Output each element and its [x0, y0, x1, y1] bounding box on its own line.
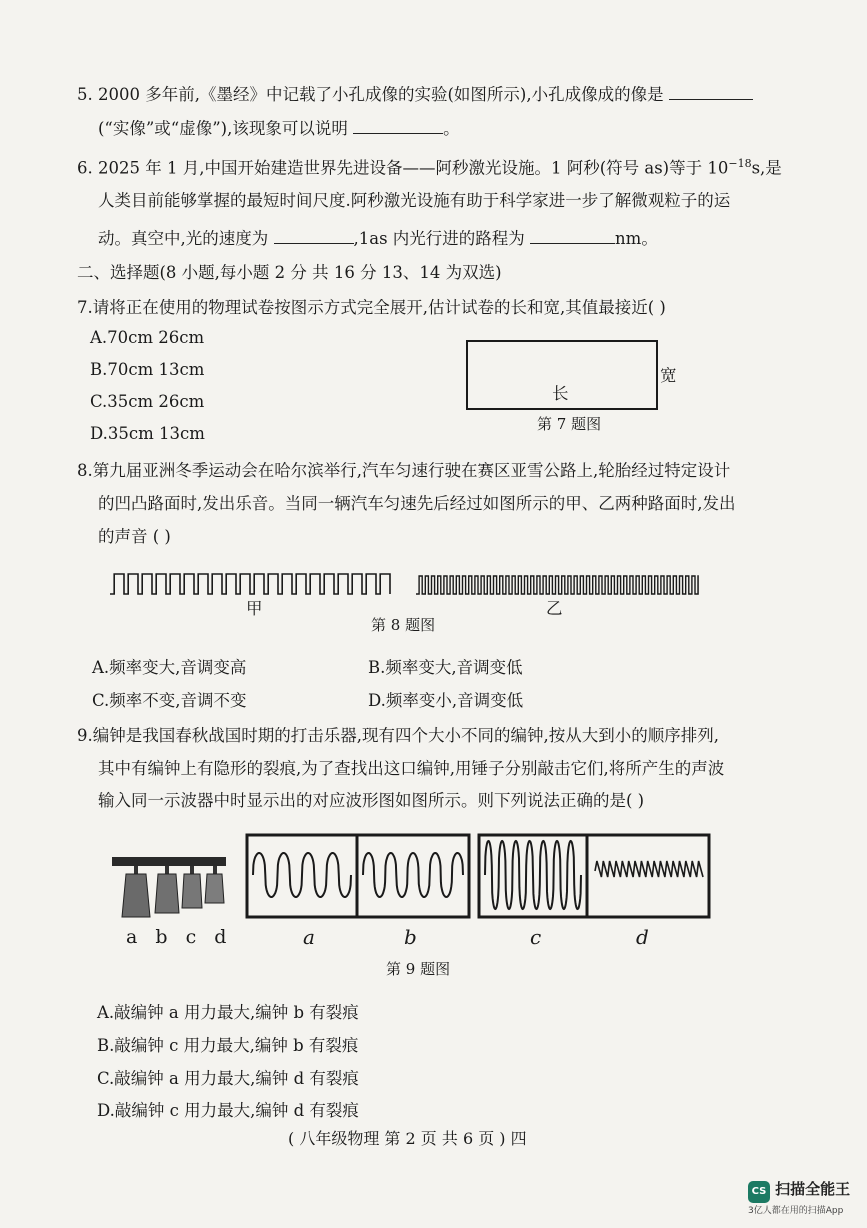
q8-option-c[interactable]: C.频率不变,音调不变: [92, 691, 247, 710]
q8-line2: 的凹凸路面时,发出乐音。当同一辆汽车匀速先后经过如图所示的甲、乙两种路面时,发出: [98, 494, 736, 513]
waveform-a: [253, 853, 351, 897]
q7-option-c[interactable]: C.35cm 26cm: [90, 392, 205, 411]
scanner-watermark: [748, 1178, 850, 1216]
q5-blank-2[interactable]: [353, 117, 443, 134]
q9-waveforms: [245, 833, 713, 921]
q9-option-c[interactable]: C.敲编钟 a 用力最大,编钟 d 有裂痕: [97, 1069, 359, 1088]
q6-blank-2[interactable]: [530, 227, 615, 244]
q8-label-jia: 甲: [246, 599, 263, 618]
wave-label-c: c: [530, 925, 542, 949]
scanner-logo-icon: CS: [748, 1181, 770, 1203]
q9-line1: 9.编钟是我国春秋战国时期的打击乐器,现有四个大小不同的编钟,按从大到小的顺序排列,: [77, 726, 719, 745]
q8-option-a[interactable]: A.频率变大,音调变高: [92, 658, 247, 677]
q8-option-b[interactable]: B.频率变大,音调变低: [368, 658, 523, 677]
q6-line2: 人类目前能够掌握的最短时间尺度.阿秒激光设施有助于科学家进一步了解微观粒子的运: [98, 191, 731, 210]
q8-road-figure: [108, 566, 708, 602]
q9-line3: 输入同一示波器中时显示出的对应波形图如图所示。则下列说法正确的是( ): [98, 791, 645, 810]
q9-option-b[interactable]: B.敲编钟 c 用力最大,编钟 b 有裂痕: [97, 1036, 359, 1055]
road-surface-jia: [110, 574, 390, 594]
waveform-b: [363, 853, 463, 897]
road-surface-yi: [416, 576, 698, 594]
q7-option-b[interactable]: B.70cm 13cm: [90, 360, 205, 379]
scanner-tagline: 3亿人都在用的扫描App: [748, 1206, 844, 1216]
q9-caption: 第 9 题图: [386, 960, 451, 978]
waveform-c: [485, 841, 581, 909]
q8-line3: 的声音 ( ): [98, 527, 171, 546]
q6-line3: 动。真空中,光的速度为 ,1as 内光行进的路程为 nm。: [98, 229, 658, 248]
q8-option-d[interactable]: D.频率变小,音调变低: [368, 691, 524, 710]
section-heading: 二、选择题(8 小题,每小题 2 分 共 16 分 13、14 为双选): [77, 263, 502, 282]
q9-option-d[interactable]: D.敲编钟 c 用力最大,编钟 d 有裂痕: [97, 1101, 359, 1120]
page-footer: ( 八年级物理 第 2 页 共 6 页 ) 四: [288, 1129, 527, 1148]
bell-a: [122, 866, 150, 917]
wave-label-d: d: [636, 925, 649, 949]
q9-bells-figure: [110, 855, 230, 925]
q7-stem: 7.请将正在使用的物理试卷按图示方式完全展开,估计试卷的长和宽,其值最接近( ): [77, 298, 666, 317]
q8-label-yi: 乙: [546, 599, 563, 618]
q6-line1: 6. 2025 年 1 月,中国开始建造世界先进设备——阿秒激光设施。1 阿秒(符号 as)等于 $10^{-18}s$,是: [77, 157, 782, 178]
waveform-d: [595, 861, 703, 877]
wave-label-a: a: [303, 925, 315, 949]
q7-option-d[interactable]: D.35cm 13cm: [90, 424, 205, 443]
q6-blank-1[interactable]: [274, 227, 354, 244]
q7-caption: 第 7 题图: [537, 415, 602, 433]
q7-option-a[interactable]: A.70cm 26cm: [90, 328, 205, 347]
bell-rack: [112, 857, 226, 866]
q9-bell-labels: a b c d: [126, 926, 233, 948]
q8-caption: 第 8 题图: [371, 616, 436, 634]
q5-line2: (“实像”或“虚像”),该现象可以说明 。: [98, 119, 460, 138]
wave-label-b: b: [404, 925, 417, 949]
bell-b: [155, 866, 179, 913]
q8-line1: 8.第九届亚洲冬季运动会在哈尔滨举行,汽车匀速行驶在赛区亚雪公路上,轮胎经过特定设计: [77, 461, 731, 480]
scanner-app-name: 扫描全能王: [775, 1180, 851, 1198]
bell-c: [182, 866, 202, 908]
bell-d: [205, 866, 224, 903]
q7-label-long: 长: [552, 384, 569, 403]
q9-option-a[interactable]: A.敲编钟 a 用力最大,编钟 b 有裂痕: [97, 1003, 359, 1022]
q5-blank-1[interactable]: [669, 83, 753, 100]
q7-label-wide: 宽: [660, 366, 677, 385]
q5-line1: 5. 2000 多年前,《墨经》中记载了小孔成像的实验(如图所示),小孔成像成的像是: [77, 83, 753, 106]
q9-line2: 其中有编钟上有隐形的裂痕,为了查找出这口编钟,用锤子分别敲击它们,将所产生的声波: [98, 759, 725, 778]
